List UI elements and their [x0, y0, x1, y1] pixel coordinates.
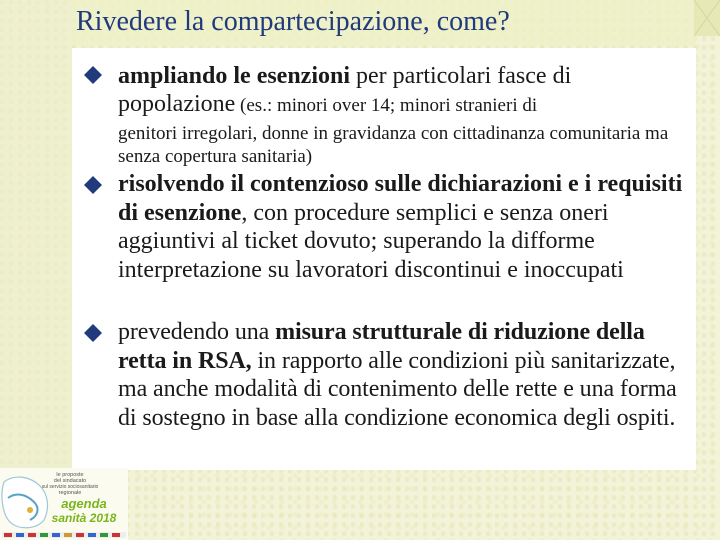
logo-caption-line: regionale: [58, 490, 82, 496]
diamond-bullet-icon: [84, 66, 102, 84]
slide-body: [72, 48, 696, 470]
bullet-text: , con procedure semplici e senza oneri aggiuntivi al ticket dovuto; superando la difforme interpretazione su lavoratori discontinui e inoccupati: [118, 199, 624, 283]
slide-title: Rivedere la compartecipazione, come?: [72, 0, 696, 46]
bullet-item-esenzioni: [118, 62, 688, 168]
bullet-item-contenzioso: [118, 170, 688, 284]
bullet-bold: misura strutturale di riduzione della retta in RSA,: [118, 319, 645, 374]
bullet-small-text: (es.: minori over 14; minori stranieri di: [235, 95, 538, 116]
diamond-bullet-icon: [84, 324, 102, 342]
bullet-text: per particolari fasce di popolazione: [118, 63, 572, 117]
bullet-text: in rapporto alle condizioni più sanitarizzate, ma anche modalità di contenimento delle rette e una forma di sostegno in base alla condizione economica degli ospiti.: [118, 347, 677, 431]
bullet-item-rsa: [118, 318, 688, 432]
bullet-bold: risolvendo il contenzioso sulle dichiarazioni e i requisiti di esenzione: [118, 171, 683, 226]
bullet-pre-text: prevedendo una: [118, 319, 276, 345]
left-decorative-strip: [0, 0, 72, 540]
logo-brand-line: agenda: [61, 496, 107, 511]
diamond-bullet-icon: [84, 176, 102, 194]
bullet-smaller-text: genitori irregolari, donne in gravidanza con cittadinanza comunitaria ma senza copertura sanitaria): [118, 123, 669, 167]
agenda-sanita-logo: [0, 468, 128, 540]
bullet-bold: ampliando le esenzioni: [118, 63, 351, 89]
logo-caption-line: sul servizio sociosanitario: [41, 484, 99, 490]
logo-brand-line: sanità 2018: [51, 511, 117, 525]
logo-caption-line: le proposte: [56, 472, 84, 478]
corner-decoration: [694, 0, 720, 36]
logo-caption-line: del sindacato: [53, 478, 87, 484]
